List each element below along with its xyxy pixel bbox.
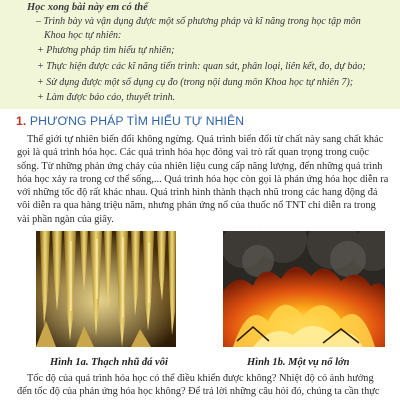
paragraph-line: Thế giới tự nhiên biến đổi không ngừng. Quá trình biến đổi từ chất này sang chất khác: [27, 134, 384, 145]
objective-line: + Phương pháp tìm hiểu tự nhiên;: [37, 45, 175, 56]
body-paragraph: [17, 372, 383, 399]
objective-line: + Sử dụng được một số dụng cụ đo (trong nội dung môn Khoa học tự nhiên 7);: [37, 77, 354, 88]
paragraph-line: Tốc độ của quá trình hóa học có thể điều khiển được không? Nhiệt độ có ảnh hưởng: [27, 373, 374, 384]
section-title: PHƯƠNG PHÁP TÌM HIỂU TỰ NHIÊN: [29, 114, 245, 128]
section-heading: [16, 114, 244, 128]
objective-line: – Trình bày và vận dụng được một số phương pháp và kĩ năng trong học tập môn: [36, 16, 361, 27]
paragraph-line: với những tốc độ rất khác nhau. Quá trình hình thành thạch nhũ trong các hang động đá: [17, 187, 378, 199]
body-paragraph: [17, 133, 389, 226]
figure-caption-1a: Hình 1a. Thạch nhũ đá vôi: [50, 357, 168, 368]
objective-line: + Làm được báo cáo, thuyết trình.: [37, 92, 176, 103]
paragraph-line: vài phần ngàn của giây.: [17, 213, 114, 225]
paragraph-line: sống. Từ những phản ứng cháy của nhiên liệu cung cấp năng lượng, đến những quá trình: [17, 160, 383, 172]
stalactite-photo: [36, 231, 176, 347]
objectives-title: Học xong bài này em có thể: [27, 2, 148, 13]
figure-caption-1b: Hình 1b. Một vụ nổ lớn: [247, 357, 350, 368]
paragraph-line: hóa học xảy ra trong cơ thể sống,... Quá trình hóa học còn gọi là phản ứng hóa học diễn ra: [17, 173, 389, 185]
explosion-photo: [223, 231, 385, 347]
objective-line: + Thực hiện được các kĩ năng tiến trình: quan sát, phân loại, liên kết, đo, dự báo;: [37, 61, 366, 72]
paragraph-line: vôi diễn ra qua hàng triệu năm, nhưng phản ứng nổ của thuốc nổ TNT chỉ diễn ra trong: [17, 200, 376, 212]
paragraph-line: đến tốc độ của phản ứng hóa học không? Để trả lời những câu hỏi đó, chúng ta cần thực: [17, 386, 380, 398]
objective-line: Khoa học tự nhiên:: [44, 30, 122, 41]
paragraph-line: gọi là quá trình hóa học. Các quá trình hóa học đóng vai trò rất quan trọng trong cuộc: [17, 147, 369, 159]
section-number: 1.: [16, 114, 27, 128]
objectives-box: [0, 0, 400, 109]
